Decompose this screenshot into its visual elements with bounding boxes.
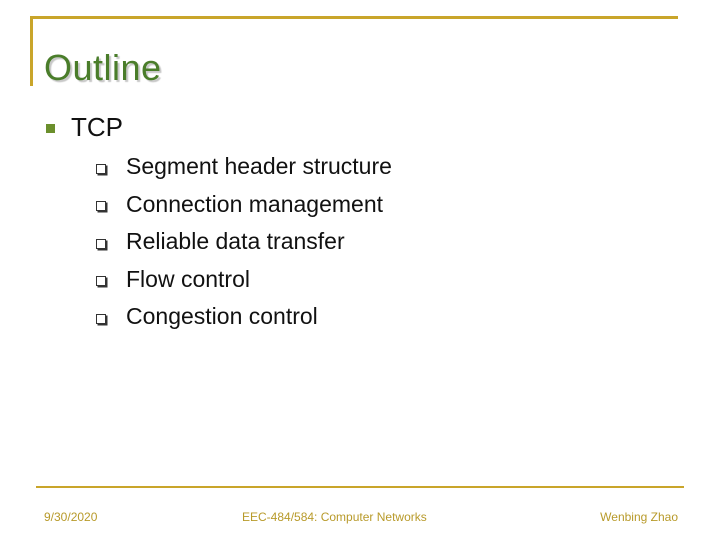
- main-bullet: [46, 112, 123, 142]
- sub-bullet-item: [96, 223, 392, 261]
- main-bullet-text: TCP: [71, 111, 123, 142]
- frame-left-line: [30, 16, 33, 86]
- slide-title: Outline: [44, 47, 162, 88]
- sub-bullet-item: [96, 148, 392, 186]
- sub-bullet-item: [96, 298, 392, 336]
- sub-bullet-item: [96, 261, 392, 299]
- sub-bullet-text: Congestion control: [126, 303, 318, 330]
- hollow-square-bullet-icon: [96, 164, 106, 174]
- footer-course-name: EEC-484/584: Computer Networks: [242, 510, 427, 524]
- sub-bullet-item: [96, 186, 392, 224]
- hollow-square-bullet-icon: [96, 276, 106, 286]
- sub-bullet-list: [96, 148, 392, 336]
- frame-bottom-line: [36, 486, 684, 488]
- sub-bullet-text: Reliable data transfer: [126, 228, 345, 255]
- hollow-square-bullet-icon: [96, 314, 106, 324]
- footer-author: Wenbing Zhao: [600, 510, 678, 524]
- sub-bullet-text: Connection management: [126, 190, 383, 217]
- filled-square-bullet-icon: [46, 124, 55, 133]
- footer-date: 9/30/2020: [44, 510, 98, 524]
- hollow-square-bullet-icon: [96, 201, 106, 211]
- sub-bullet-text: Flow control: [126, 265, 250, 292]
- hollow-square-bullet-icon: [96, 239, 106, 249]
- sub-bullet-text: Segment header structure: [126, 153, 392, 180]
- frame-top-line: [30, 16, 678, 19]
